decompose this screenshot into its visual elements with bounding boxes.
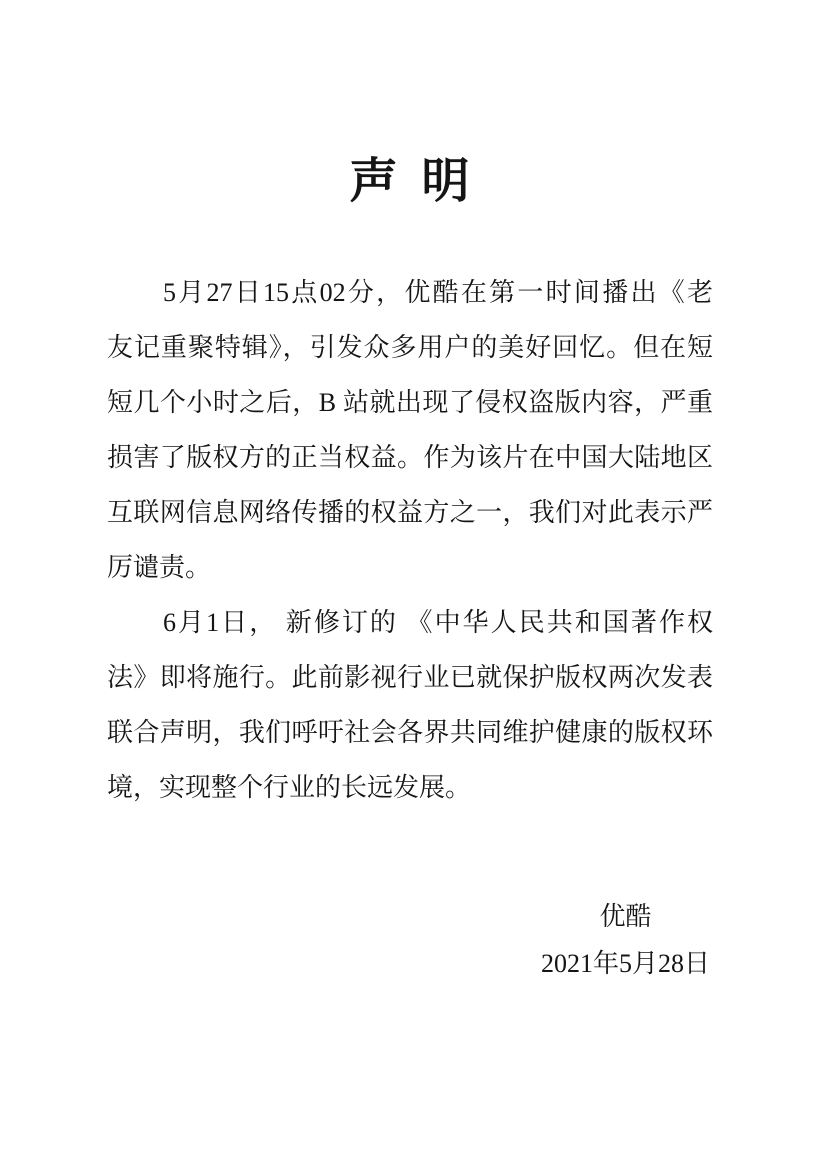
body-line: 法》即将施行。此前影视行业已就保护版权两次发表 [107, 663, 713, 692]
body-line: 联合声明，我们呼吁社会各界共同维护健康的版权环 [107, 718, 713, 747]
signature-date: 2021年5月28日 [540, 949, 710, 978]
signature-name: 优酷 [599, 902, 652, 931]
statement-body [107, 265, 713, 815]
body-line: 5月27日15点02分，优酷在第一时间播出《老 [163, 278, 713, 307]
signature-block [541, 893, 710, 987]
body-line: 境，实现整个行业的长远发展。 [107, 773, 472, 802]
body-line: 6月1日， 新修订的 《中华人民共和国著作权 [163, 608, 713, 637]
body-line: 互联网信息网络传播的权益方之一，我们对此表示严 [107, 498, 713, 527]
body-line: 短几个小时之后，B 站就出现了侵权盗版内容，严重 [107, 388, 713, 417]
body-line: 厉谴责。 [107, 553, 212, 582]
body-line: 损害了版权方的正当权益。作为该片在中国大陆地区 [107, 443, 713, 472]
document-title: 声 明 [349, 155, 471, 208]
body-line: 友记重聚特辑》，引发众多用户的美好回忆。但在短 [107, 333, 713, 362]
